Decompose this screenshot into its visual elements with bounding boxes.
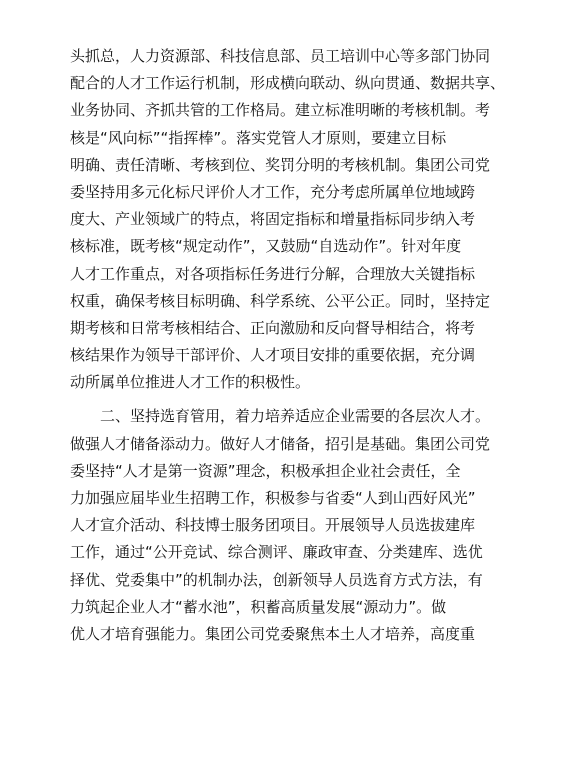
text-line-15: 做强人才储备添动力。做好人才储备，招引是基础。集团公司党 bbox=[70, 434, 491, 453]
text-line-1: 头抓总，人力资源部、科技信息部、员工培训中心等多部门协同 bbox=[70, 47, 491, 65]
text-line-2: 配合的人才工作运行机制，形成横向联动、纵向贯通、数据共享、 bbox=[70, 74, 506, 93]
text-line-12: 核结果作为领导干部评价、人才项目安排的重要依据，充分调 bbox=[70, 346, 476, 365]
text-line-22: 优人才培育强能力。集团公司党委聚焦本土人才培养，高度重 bbox=[70, 624, 476, 643]
text-line-18: 人才宣介活动、科技博士服务团项目。开展领导人员选拔建库 bbox=[70, 516, 476, 535]
text-line-8: 核标准，既考核“规定动作”，又鼓励“自选动作”。针对年度 bbox=[70, 237, 462, 256]
document-body bbox=[70, 43, 520, 648]
section-heading-line: 二、坚持选育管用，着力培养适应企业需要的各层次人才。 bbox=[100, 407, 491, 426]
text-line-9: 人才工作重点，对各项指标任务进行分解，合理放大关键指标 bbox=[70, 264, 476, 283]
text-line-7: 度大、产业领域广的特点，将固定指标和增量指标同步纳入考 bbox=[70, 210, 476, 229]
text-line-19: 工作，通过“公开竞试、综合测评、廉政审查、分类建库、选优 bbox=[70, 543, 483, 562]
text-line-11: 期考核和日常考核相结合、正向激励和反向督导相结合，将考 bbox=[70, 318, 476, 337]
text-line-13: 动所属单位推进人才工作的积极性。 bbox=[70, 373, 311, 392]
text-line-10: 权重，确保考核目标明确、科学系统、公平公正。同时，坚持定 bbox=[70, 291, 491, 310]
text-line-4: 核是“风向标”“指挥棒”。落实党管人才原则，要建立目标 bbox=[70, 128, 447, 147]
text-line-17: 力加强应届毕业生招聘工作，积极参与省委“人到山西好风光” bbox=[70, 489, 476, 507]
text-line-6: 委坚持用多元化标尺评价人才工作，充分考虑所属单位地域跨 bbox=[70, 182, 476, 201]
text-line-21: 力筑起企业人才“蓄水池”，积蓄高质量发展“源动力”。做 bbox=[70, 597, 447, 616]
text-line-16: 委坚持“人才是第一资源”理念，积极承担企业社会责任，全 bbox=[70, 461, 461, 480]
text-line-20: 择优、党委集中”的机制办法，创新领导人员选育方式方法，有 bbox=[70, 570, 483, 589]
text-line-3: 业务协同、齐抓共管的工作格局。建立标准明晰的考核机制。考 bbox=[70, 101, 491, 120]
text-line-5: 明确、责任清晰、考核到位、奖罚分明的考核机制。集团公司党 bbox=[70, 155, 491, 174]
